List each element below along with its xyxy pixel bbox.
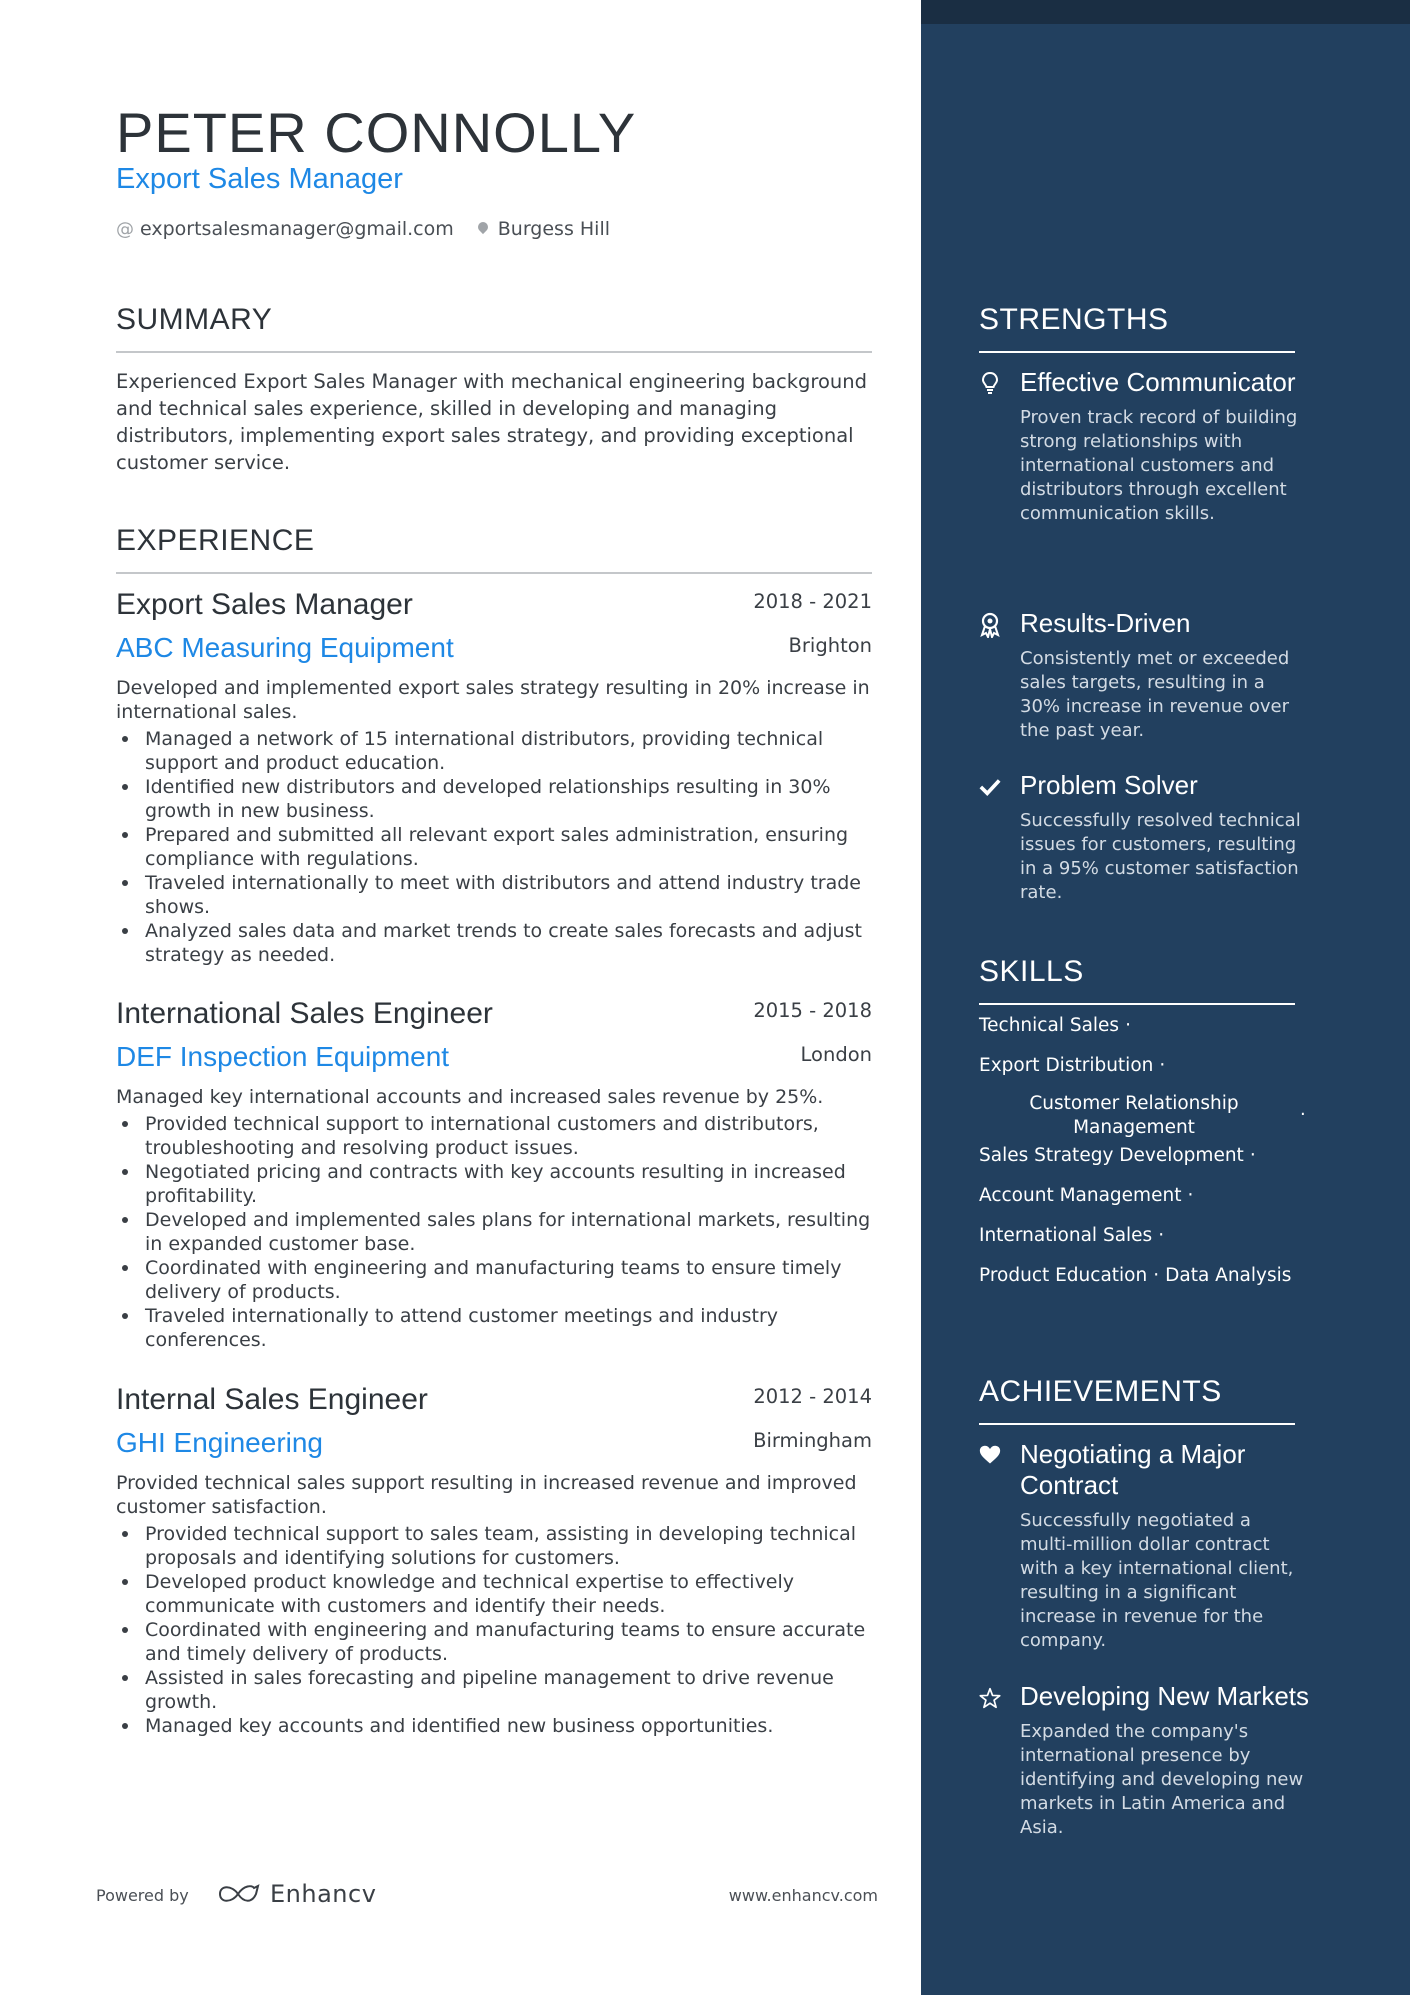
job-bullets (116, 1522, 872, 1738)
job-location: Brighton (788, 634, 872, 657)
achievements-title: ACHIEVEMENTS (979, 1375, 1222, 1408)
sidebar (921, 0, 1410, 1995)
job-bullet: Developed and implemented sales plans for international markets, resulting in expanded customer base. (116, 1208, 872, 1256)
skill-row: International Sales · (979, 1225, 1165, 1246)
job-location: London (800, 1043, 872, 1066)
skills-list (979, 1014, 1309, 1304)
job-bullet: Assisted in sales forecasting and pipeline management to drive revenue growth. (116, 1666, 872, 1714)
lightbulb-icon (979, 371, 1001, 397)
job-bullet: Analyzed sales data and market trends to create sales forecasts and adjust strategy as needed. (116, 919, 872, 967)
strength-title: Problem Solver (1020, 770, 1198, 800)
footer (96, 1880, 878, 1910)
skill-tag: Technical Sales (979, 1015, 1120, 1036)
skill-tag: Product Education (979, 1265, 1148, 1286)
skill-tag: Data Analysis (1165, 1265, 1292, 1286)
strength-description: Consistently met or exceeded sales targets, resulting in a 30% increase in revenue over the past year. (1020, 648, 1290, 741)
job-title: International Sales Engineer (116, 997, 493, 1030)
strength-item (979, 770, 1309, 905)
skill-tag: Account Management (979, 1185, 1182, 1206)
footer-url[interactable]: www.enhancv.com (728, 1886, 878, 1905)
job-description: Provided technical sales support resulting in increased revenue and improved customer satisfaction. (116, 1472, 857, 1518)
candidate-role: Export Sales Manager (116, 163, 403, 195)
job-bullet: Coordinated with engineering and manufacturing teams to ensure accurate and timely delivery of products. (116, 1618, 872, 1666)
powered-by-label: Powered by (96, 1886, 189, 1905)
strength-description: Successfully resolved technical issues for customers, resulting in a 95% customer satisfaction rate. (1020, 810, 1301, 903)
skill-tag: Export Distribution (979, 1055, 1154, 1076)
job-bullet: Negotiated pricing and contracts with key accounts resulting in increased profitability. (116, 1160, 872, 1208)
heart-icon (979, 1443, 1001, 1469)
strengths-divider (979, 351, 1295, 353)
star-icon (979, 1685, 1001, 1711)
strength-item (979, 608, 1309, 743)
job-bullet: Provided technical support to sales team, assisting in developing technical proposals and identifying solutions for customers. (116, 1522, 872, 1570)
job-company: ABC Measuring Equipment (116, 632, 454, 663)
summary-divider (116, 351, 872, 353)
achievement-title: Negotiating a Major Contract (1020, 1439, 1246, 1500)
job-bullet: Prepared and submitted all relevant export sales administration, ensuring compliance with regulations. (116, 823, 872, 871)
job-entry (116, 588, 872, 967)
at-icon: @ (116, 218, 134, 240)
strength-item (979, 367, 1309, 526)
job-location: Birmingham (753, 1429, 872, 1452)
job-bullet: Traveled internationally to meet with distributors and attend industry trade shows. (116, 871, 872, 919)
check-icon (979, 774, 1001, 800)
achievement-item (979, 1681, 1309, 1840)
skills-divider (979, 1003, 1295, 1005)
strengths-title: STRENGTHS (979, 303, 1169, 336)
job-bullet: Developed product knowledge and technical expertise to effectively communicate with customers and identify their needs. (116, 1570, 872, 1618)
skill-row: Sales Strategy Development · (979, 1145, 1256, 1166)
job-bullet: Traveled internationally to attend customer meetings and industry conferences. (116, 1304, 872, 1352)
summary-text: Experienced Export Sales Manager with mechanical engineering background and technical sales experience, skilled in developing and managing distributors, implementing export sales strategy, and providing exceptional customer service. (116, 370, 867, 474)
skill-tag: Sales Strategy Development (979, 1145, 1244, 1166)
strength-title: Results-Driven (1020, 608, 1191, 638)
job-bullet: Coordinated with engineering and manufacturing teams to ensure timely delivery of products. (116, 1256, 872, 1304)
job-company: GHI Engineering (116, 1427, 324, 1458)
skill-row: Customer Relationship Management · (979, 1094, 1309, 1144)
skill-row: Account Management · (979, 1185, 1194, 1206)
strength-description: Proven track record of building strong relationships with international customers and distributors through excellent communication skills. (1020, 407, 1298, 524)
strength-title: Effective Communicator (1020, 367, 1296, 397)
achievements-divider (979, 1423, 1295, 1425)
experience-title: EXPERIENCE (116, 524, 315, 557)
achievement-description: Successfully negotiated a multi-million dollar contract with a key international client, resulting in a significant increase in revenue for the company. (1020, 1510, 1294, 1651)
enhancv-brand: Enhancv (270, 1880, 377, 1908)
job-bullet: Managed key accounts and identified new business opportunities. (116, 1714, 872, 1738)
job-entry (116, 1383, 872, 1738)
contact-location: Burgess Hill (497, 218, 611, 240)
job-bullets (116, 727, 872, 967)
job-description: Developed and implemented export sales strategy resulting in 20% increase in international sales. (116, 677, 870, 723)
candidate-name: PETER CONNOLLY (116, 101, 637, 164)
skills-title: SKILLS (979, 955, 1084, 988)
achievement-description: Expanded the company's international presence by identifying and developing new markets in Latin America and Asia. (1020, 1721, 1304, 1838)
contact-email[interactable]: exportsalesmanager@gmail.com (140, 218, 454, 240)
job-dates: 2018 - 2021 (753, 590, 872, 613)
job-entry (116, 997, 872, 1352)
contact-row (116, 218, 610, 240)
sidebar-top-band (921, 0, 1410, 24)
job-title: Internal Sales Engineer (116, 1383, 428, 1416)
job-title: Export Sales Manager (116, 588, 413, 621)
award-icon (979, 612, 1001, 638)
enhancv-logo-icon (216, 1882, 262, 1906)
summary-title: SUMMARY (116, 303, 273, 336)
job-bullet: Identified new distributors and developed relationships resulting in 30% growth in new business. (116, 775, 872, 823)
job-bullets (116, 1112, 872, 1352)
map-pin-icon (476, 220, 490, 234)
job-dates: 2012 - 2014 (753, 1385, 872, 1408)
job-dates: 2015 - 2018 (753, 999, 872, 1022)
skill-row: Product Education · Data Analysis (979, 1265, 1292, 1286)
achievement-title: Developing New Markets (1020, 1681, 1310, 1711)
job-bullet: Managed a network of 15 international distributors, providing technical support and product education. (116, 727, 872, 775)
achievement-item (979, 1439, 1309, 1653)
experience-divider (116, 572, 872, 574)
skill-row: Export Distribution · (979, 1055, 1166, 1076)
skill-tag: International Sales (979, 1225, 1153, 1246)
job-company: DEF Inspection Equipment (116, 1041, 450, 1072)
job-description: Managed key international accounts and increased sales revenue by 25%. (116, 1086, 824, 1108)
skill-row: Technical Sales · (979, 1015, 1131, 1036)
enhancv-logo[interactable] (216, 1880, 376, 1908)
job-bullet: Provided technical support to international customers and distributors, troubleshooting and resolving product issues. (116, 1112, 872, 1160)
skill-tag: Customer Relationship Management (1029, 1093, 1239, 1138)
